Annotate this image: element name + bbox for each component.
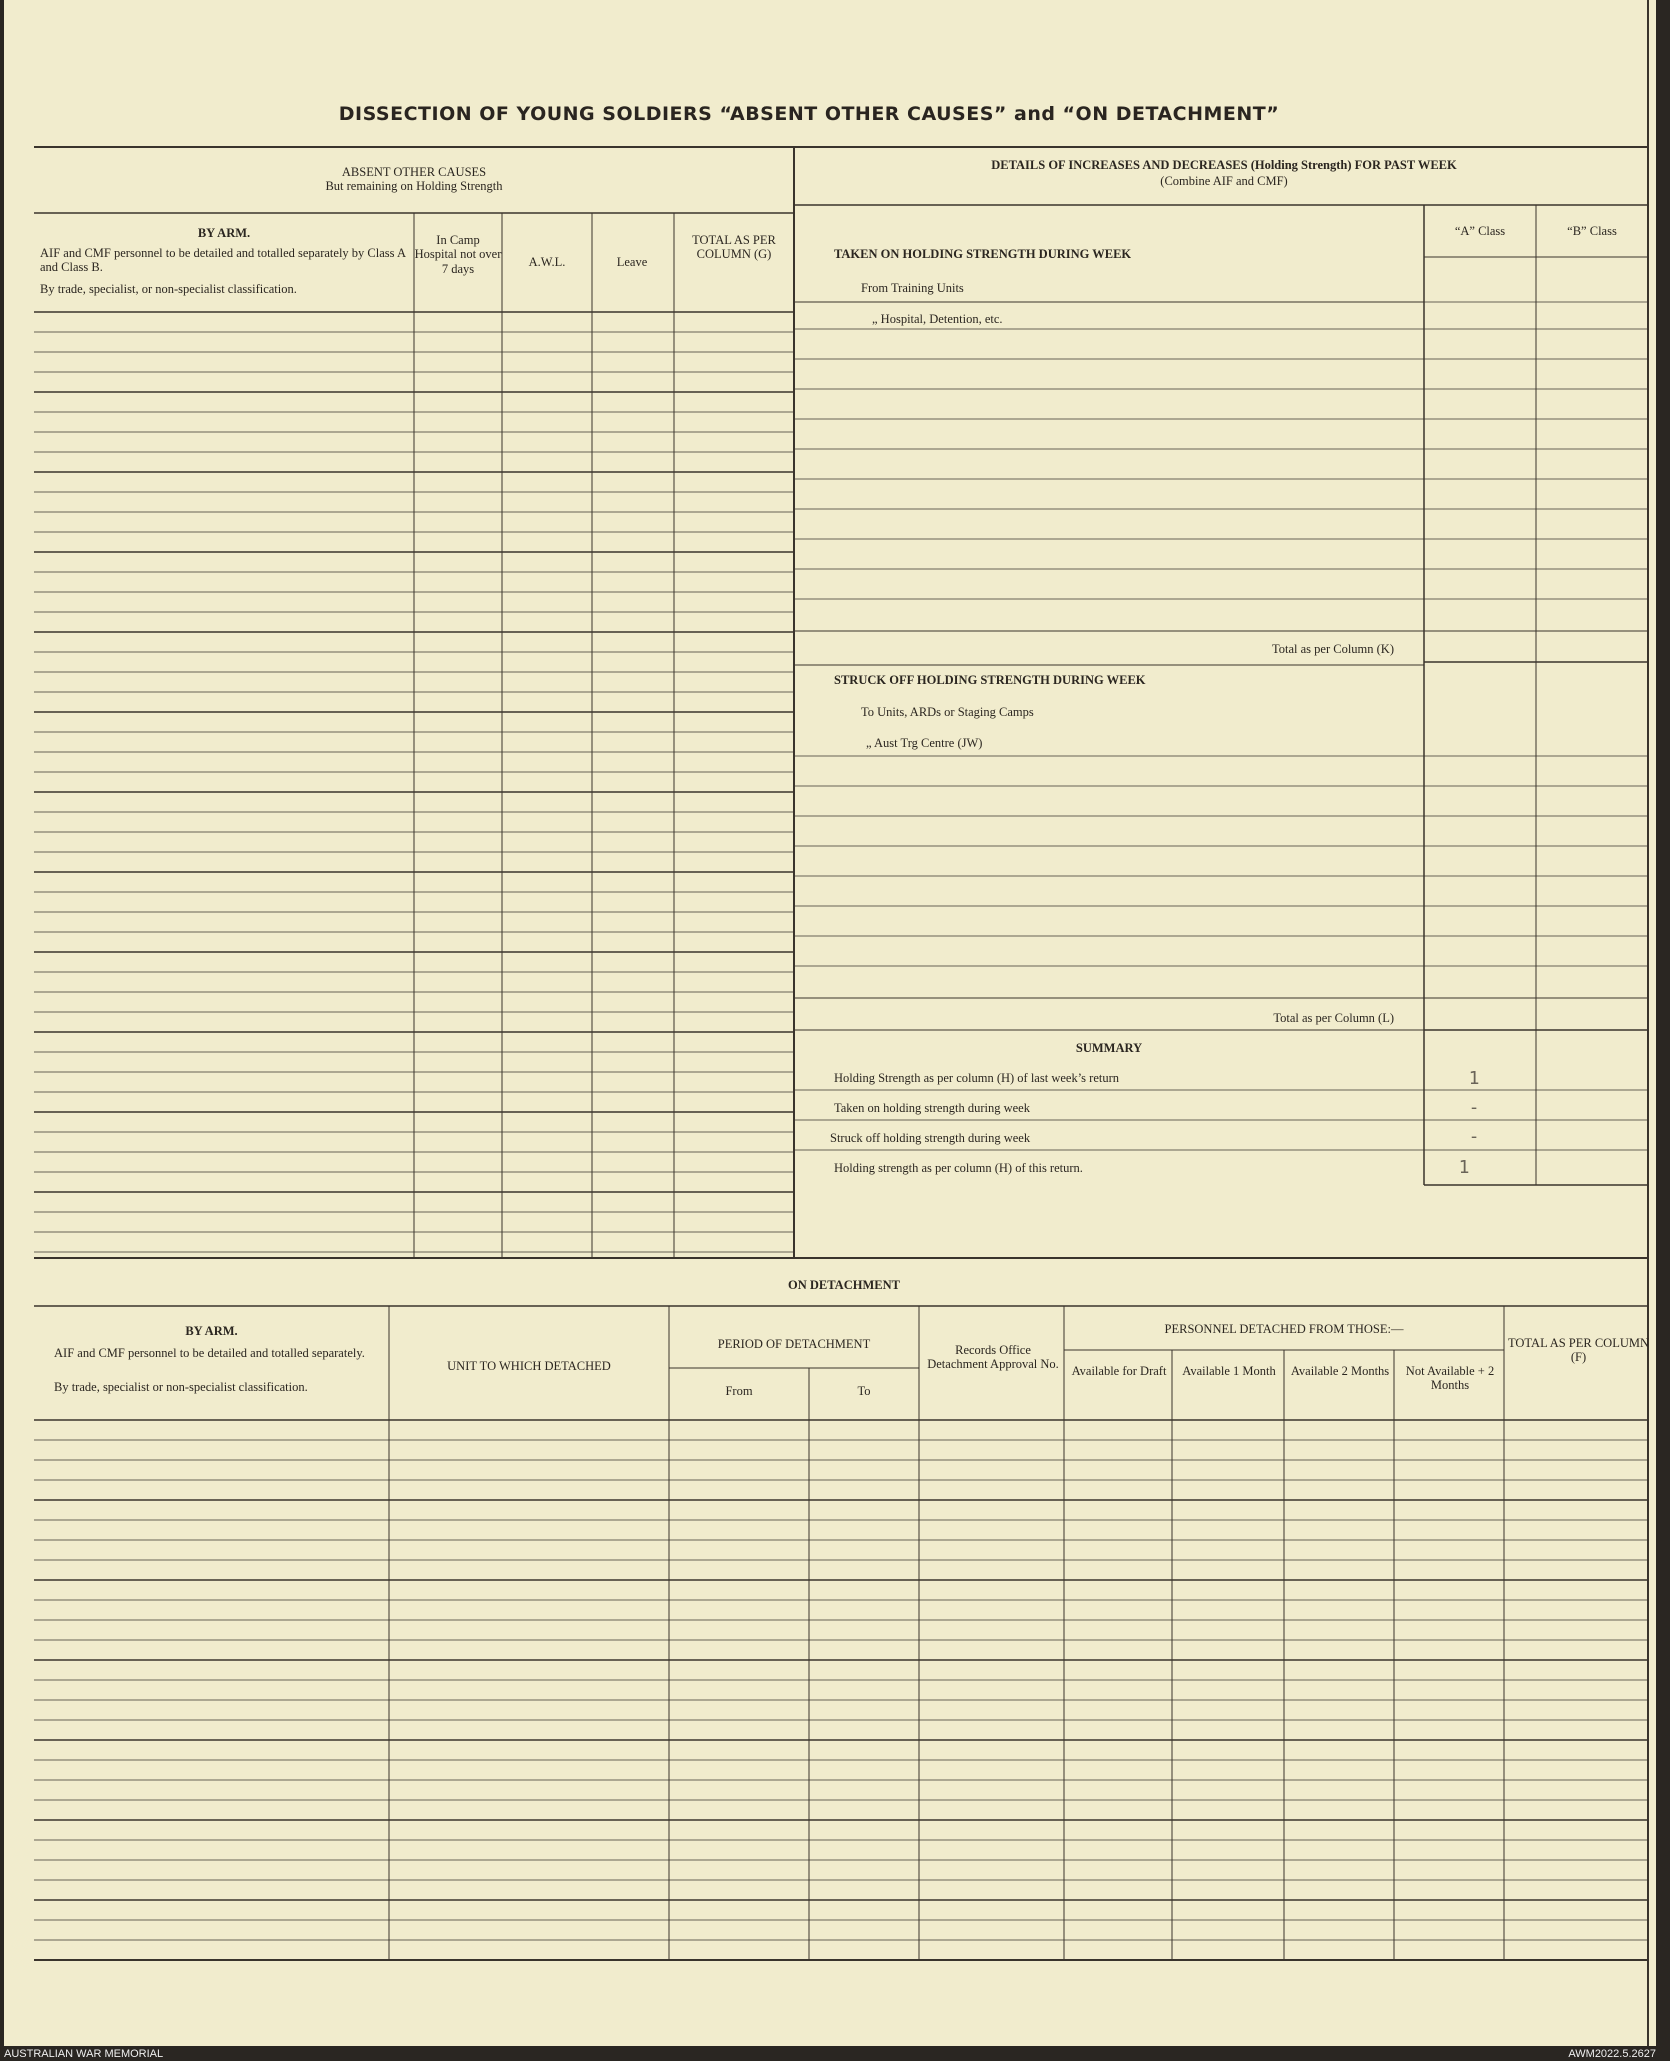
col-from: From xyxy=(725,1384,753,1398)
col-b-class: “B” Class xyxy=(1567,224,1617,238)
ruled-lines xyxy=(4,0,1656,2046)
absent-section-subtitle: But remaining on Holding Strength xyxy=(325,179,503,193)
col-total-g: TOTAL AS PER COLUMN (G) xyxy=(692,233,776,262)
col-in-camp-hospital: In Camp Hospital not over 7 days xyxy=(414,233,502,276)
col-records-office: Records Office Detachment Approval No. xyxy=(927,1343,1059,1372)
summary-row-label: Holding strength as per column (H) of this return. xyxy=(834,1161,1083,1175)
detachment-note-separately: AIF and CMF personnel to be detailed and totalled separately. xyxy=(54,1346,365,1360)
summary-value-handwritten: 1 xyxy=(1468,1068,1480,1089)
taken-on-heading: TAKEN ON HOLDING STRENGTH DURING WEEK xyxy=(834,247,1132,261)
total-column-l: Total as per Column (L) xyxy=(1273,1011,1394,1025)
struck-to-units: To Units, ARDs or Staging Camps xyxy=(861,705,1034,719)
struck-aust-trg-centre: „ Aust Trg Centre (JW) xyxy=(866,736,983,750)
summary-value-handwritten: - xyxy=(1468,1097,1480,1118)
col-a-class: “A” Class xyxy=(1454,224,1506,238)
col-unit-detached: UNIT TO WHICH DETACHED xyxy=(447,1359,611,1373)
col-total-f: TOTAL AS PER COLUMN (F) xyxy=(1507,1336,1650,1365)
details-section-title: DETAILS OF INCREASES AND DECREASES (Holding Strength) FOR PAST WEEK xyxy=(991,158,1457,172)
total-column-k: Total as per Column (K) xyxy=(1271,642,1394,656)
summary-heading: SUMMARY xyxy=(1075,1041,1143,1055)
summary-value-handwritten: - xyxy=(1468,1126,1480,1147)
form-sheet xyxy=(4,0,1656,2046)
taken-from-training-units: From Training Units xyxy=(861,281,964,295)
absent-section-title: ABSENT OTHER CAUSES xyxy=(341,165,487,179)
col-to: To xyxy=(857,1384,871,1398)
absent-note-trade: By trade, specialist, or non-specialist classification. xyxy=(40,282,297,296)
col-period-of-detachment: PERIOD OF DETACHMENT xyxy=(717,1337,871,1351)
form-title: DISSECTION OF YOUNG SOLDIERS “ABSENT OTHER CAUSES” and “ON DETACHMENT” xyxy=(338,103,1280,125)
footer-right: AWM2022.5.2627 xyxy=(1568,2048,1656,2060)
summary-row-label: Holding Strength as per column (H) of last week’s return xyxy=(834,1071,1120,1085)
summary-row-label: Struck off holding strength during week xyxy=(830,1131,1031,1145)
col-available-2-months: Available 2 Months xyxy=(1290,1364,1390,1378)
col-personnel-detached: PERSONNEL DETACHED FROM THOSE:— xyxy=(1164,1322,1404,1336)
details-section-subtitle: (Combine AIF and CMF) xyxy=(1160,174,1288,188)
summary-value-handwritten: 1 xyxy=(1458,1157,1470,1178)
absent-note-classes: AIF and CMF personnel to be detailed and totalled separately by Class A and Class B. xyxy=(40,246,406,275)
detachment-section-title: ON DETACHMENT xyxy=(788,1278,900,1292)
taken-hospital-detention: „ Hospital, Detention, etc. xyxy=(872,312,1003,326)
absent-by-arm-heading: BY ARM. xyxy=(197,226,251,240)
col-leave: Leave xyxy=(616,255,648,269)
col-not-available: Not Available + 2 Months xyxy=(1405,1364,1495,1393)
struck-off-heading: STRUCK OFF HOLDING STRENGTH DURING WEEK xyxy=(834,673,1146,687)
summary-row-label: Taken on holding strength during week xyxy=(834,1101,1030,1115)
footer-left: AUSTRALIAN WAR MEMORIAL xyxy=(4,2048,164,2060)
col-awl: A.W.L. xyxy=(528,255,566,269)
col-available-1-month: Available 1 Month xyxy=(1182,1364,1276,1378)
col-available-draft: Available for Draft xyxy=(1071,1364,1167,1378)
detachment-note-trade: By trade, specialist or non-specialist classification. xyxy=(54,1380,308,1394)
detachment-by-arm-heading: BY ARM. xyxy=(185,1324,238,1338)
